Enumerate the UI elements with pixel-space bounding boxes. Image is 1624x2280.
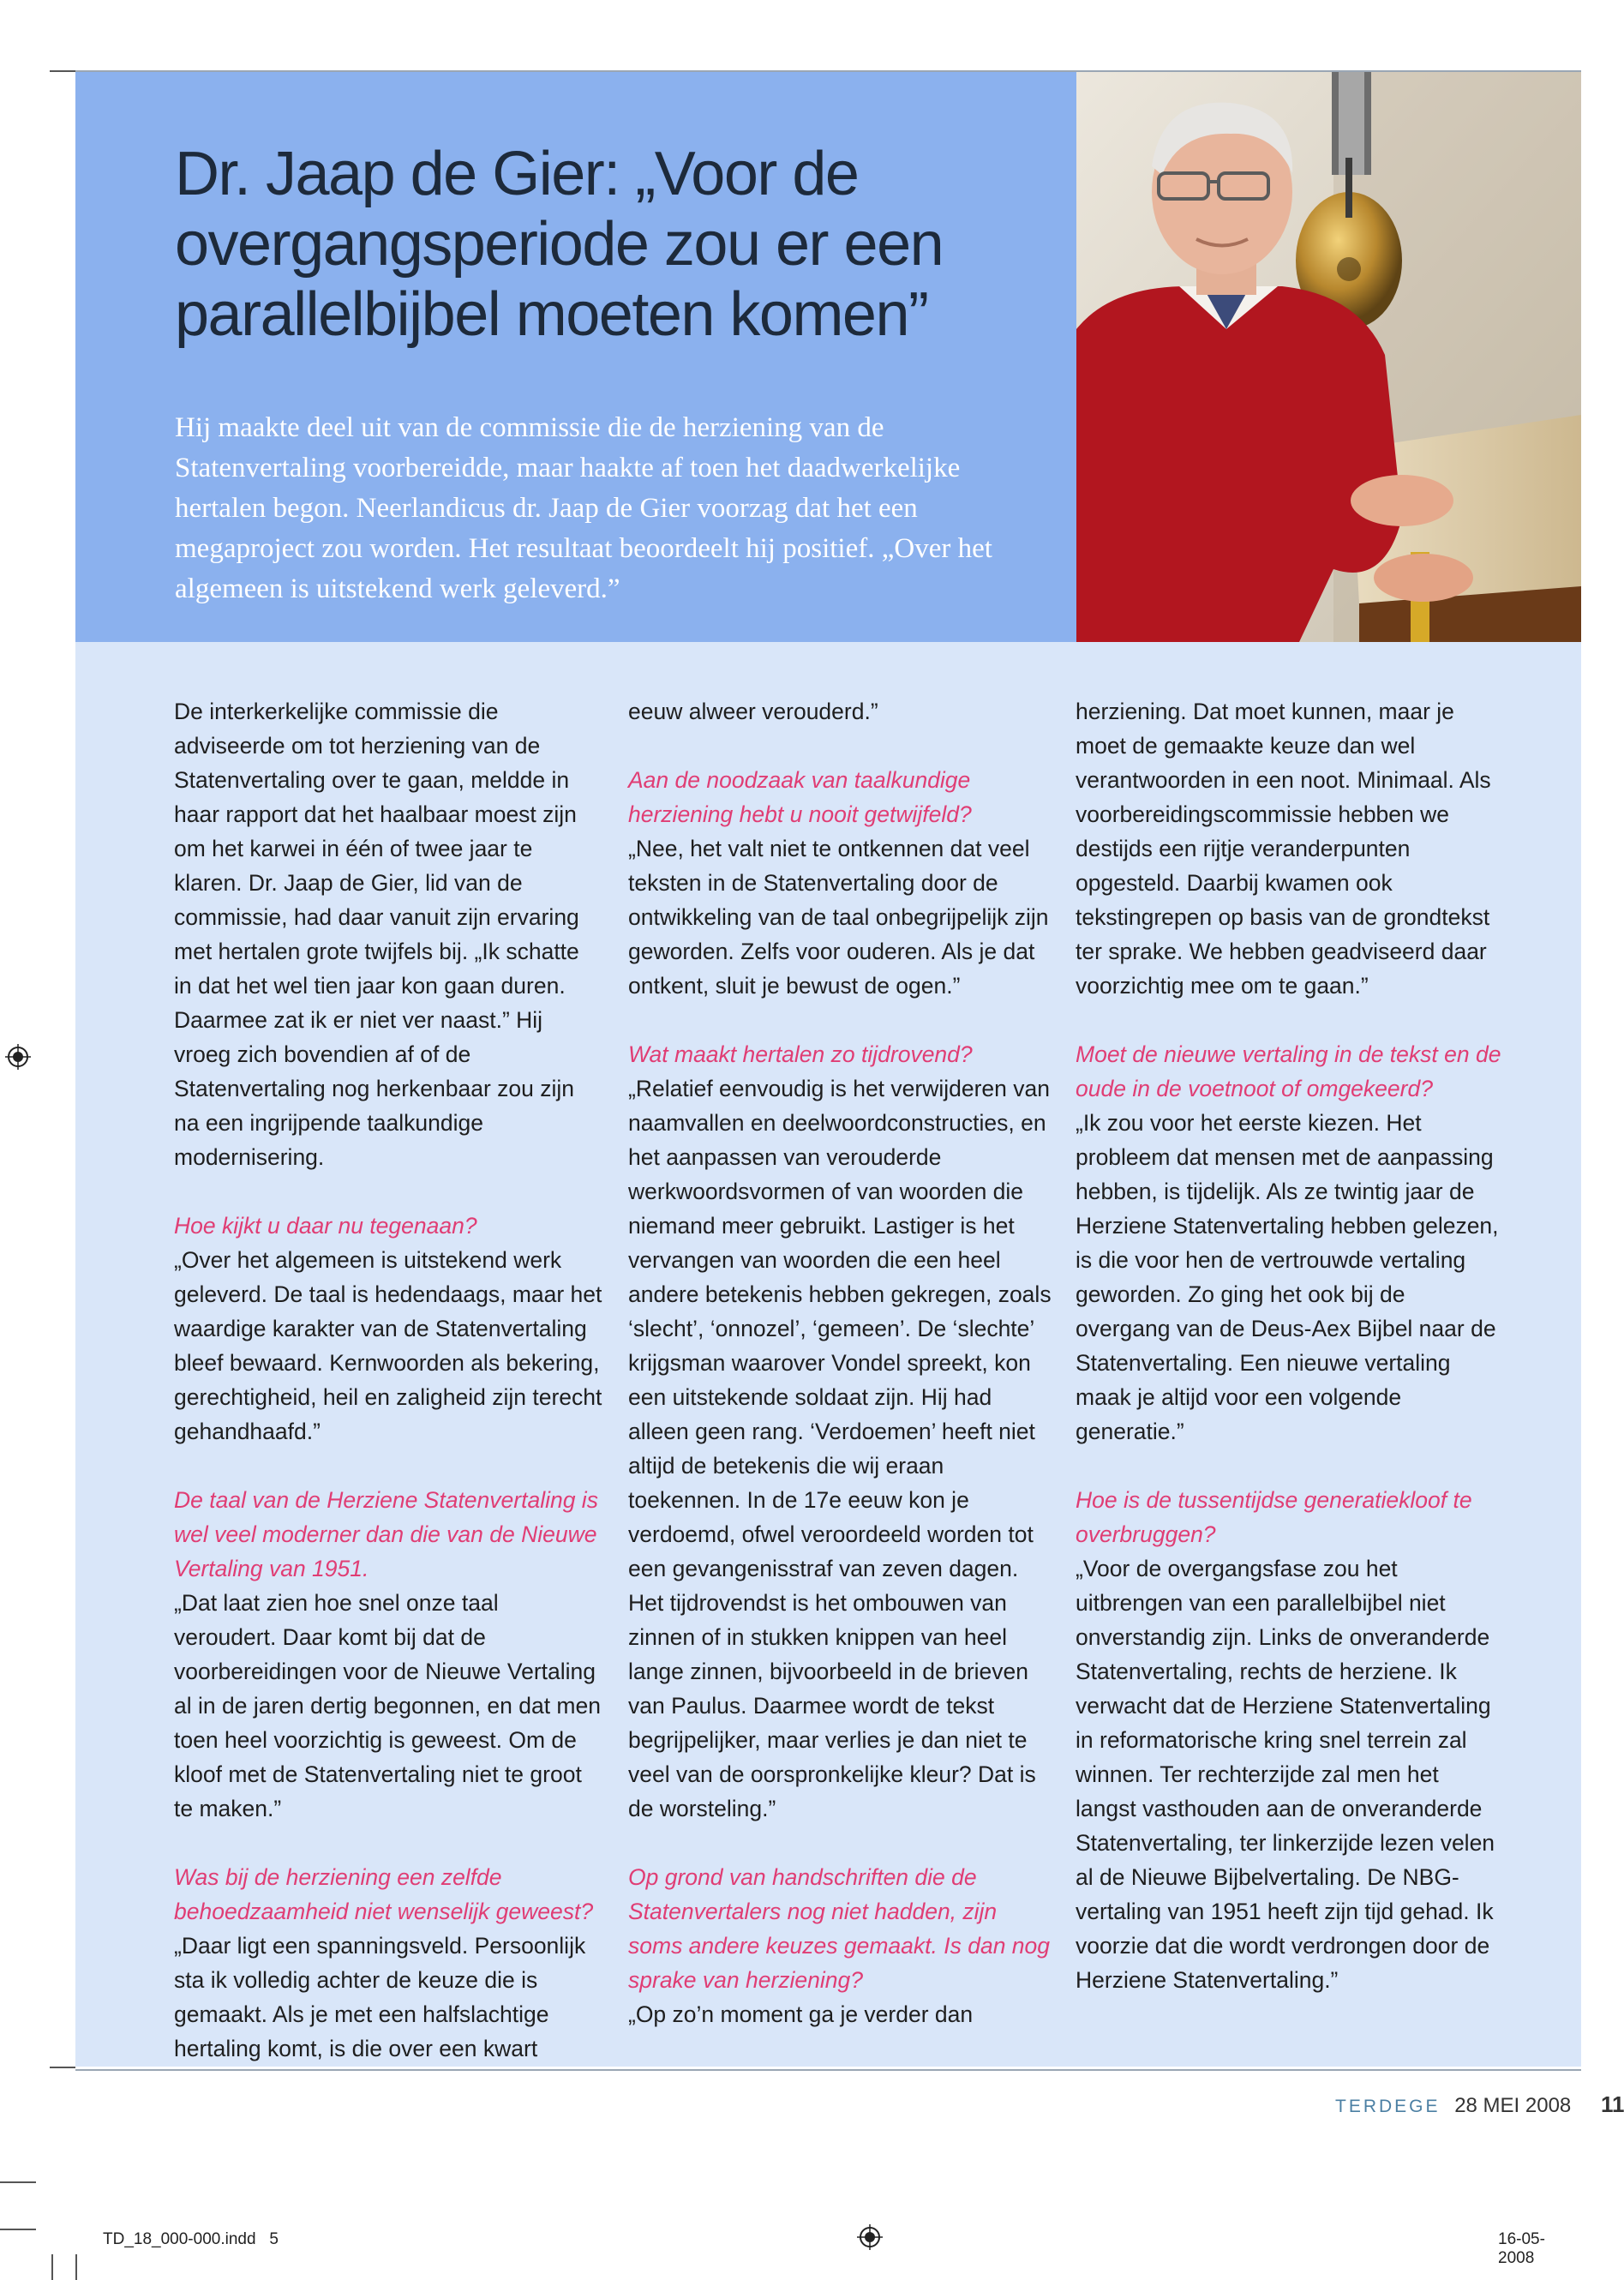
interview-question: Was bij de herziening een zelfde behoedzaamheid niet wenselijk geweest? [174,1864,594,1924]
body-paragraph: „Ik zou voor het eerste kiezen. Het probleem dat mensen met de aanpassing hebben, is tijdelijk. Als ze twintig jaar de Herziene Statenvertaling hebben gelezen, is die voor hen de vertrouwde vertaling geworden. Zo ging het ook bij de overgang van de Deus-Aex Bijbel naar de Statenvertaling. Een nieuwe vertaling maak je altijd voor een volgende generatie.” [1076,1110,1499,1444]
interview-question: Op grond van handschriften die de Statenvertalers nog niet hadden, zijn soms andere keuzes gemaakt. Is dan nog sprake van herziening? [628,1864,1051,1993]
body-paragraph: „Relatief eenvoudig is het verwijderen van naamvallen en deelwoordconstructies, en het aanpassen van verouderde werkwoordsvormen of van woorden die niemand meer gebruikt. Lastiger is het vervangen van woorden die een heel andere betekenis hebben gekregen, zoals ‘slecht’, ‘onnozel’, ‘gemeen’. De ‘slechte’ krijgsman waarover Vondel spreekt, kon een uitstekende soldaat zijn. Hij had alleen geen rang. ‘Verdoemen’ heeft niet altijd de betekenis die wij eraan toekennen. In de 17e eeuw kon je verdoemd, ofwel veroordeeld worden tot een gevangenisstraf van zeven dagen. Het tijdrovendst is het ombouwen van zinnen of in stukken knippen van heel lange zinnen, bijvoorbeeld in de brieven van Paulus. Daarmee wordt de tekst begrijpelijker, maar verlies je dan niet te veel van de oorspronkelijke kleur? Dat is de worsteling.” [628,1076,1052,1821]
body-paragraph: „Daar ligt een spanningsveld. Persoonlijk sta ik volledig achter de keuze die is gemaakt. Als je met een halfslachtige hertaling komt, is die over een kwart [174,1933,586,2061]
text-column [174,694,602,2066]
page-number: 11 [1600,2091,1624,2117]
issue-date: 28 MEI 2008 [1454,2094,1572,2117]
article-header [75,72,1076,642]
crop-mark [0,2181,36,2183]
interview-question: Hoe kijkt u daar nu tegenaan? [174,1213,477,1239]
text-column [628,694,1057,2031]
registration-mark-icon [857,2224,883,2250]
crop-mark [0,2229,36,2230]
crop-mark [50,70,75,72]
registration-mark-icon [5,1044,31,1070]
interview-question: Moet de nieuwe vertaling in de tekst en de oude in de voetnoot of omgekeerd? [1076,1041,1501,1101]
body-paragraph: „Dat laat zien hoe snel onze taal veroudert. Daar komt bij dat de voorbereidingen voor de Nieuwe Vertaling al in de jaren dertig begonnen, en dat men toen heel voorzichtig is geweest. Om de kloof met de Statenvertaling niet te groot te maken.” [174,1590,601,1821]
body-paragraph: eeuw alweer verouderd.” [628,699,878,724]
body-paragraph: herziening. Dat moet kunnen, maar je moet de gemaakte keuze dan wel verantwoorden in een noot. Minimaal. Als voorbereidingscommissie hebben we destijds een rijtje veranderpunten opgesteld. Daarbij kwamen ook tekstingrepen op basis van de grondtekst ter sprake. We hebben geadviseerd daar voorzichtig mee om te gaan.” [1076,699,1491,999]
text-column [1076,694,1504,1997]
body-paragraph: De interkerkelijke commissie die adviseerde om tot herziening van de Statenvertaling over te gaan, meldde in haar rapport dat het haalbaar moest zijn om het karwei in één of twee jaar te klaren. Dr. Jaap de Gier, lid van de commissie, had daar vanuit zijn ervaring met hertalen grote twijfels bij. „Ik schatte in dat het wel tien jaar kon gaan duren. Daarmee zat ik er niet ver naast.” Hij vroeg zich bovendien af of de Statenvertaling nog herkenbaar zou zijn na een ingrijpende taalkundige modernisering. [174,699,579,1170]
interview-question: Aan de noodzaak van taalkundige herziening hebt u nooit getwijfeld? [628,767,972,827]
body-paragraph: „Nee, het valt niet te ontkennen dat veel teksten in de Statenvertaling door de ontwikkeling van de taal onbegrijpelijk zijn geworden. Zelfs voor ouderen. Als je dat ontkent, sluit je bewust de ogen.” [628,836,1049,999]
portrait-photo [1076,72,1581,642]
slug-date: 16-05-2008 [1498,2230,1545,2267]
interview-question: De taal van de Herziene Statenvertaling is wel veel moderner dan die van de Nieuwe Vertaling van 1951. [174,1487,598,1581]
crop-mark [50,2067,75,2068]
magazine-name: TERDEGE [1335,2097,1441,2116]
body-paragraph: „Op zo’n moment ga je verder dan [628,2001,974,2027]
crop-mark [51,2254,53,2280]
body-paragraph: „Over het algemeen is uitstekend werk geleverd. De taal is hedendaags, maar het waardige karakter van de Statenvertaling bleef bewaard. Kernwoorden als bekering, gerechtigheid, heil en zaligheid zijn terecht gehandhaafd.” [174,1247,602,1444]
intro-text: Hij maakte deel uit van de commissie die de herziening van de Statenvertaling voorbereidde, maar haakte af toen het daadwerkelijke hertalen begon. Neerlandicus dr. Jaap de Gier voorzag dat het een megaproject zou worden. Het resultaat beoordeelt hij positief. „Over het algemeen is uitstekend werk geleverd.” [175,412,992,604]
interview-question: Wat maakt hertalen zo tijdrovend? [628,1041,973,1067]
interview-question: Hoe is de tussentijdse generatiekloof te overbruggen? [1076,1487,1472,1547]
body-paragraph: „Voor de overgangsfase zou het uitbrengen van een parallelbijbel niet onverstandig zijn. Links de onveranderde Statenvertaling, rechts de herziene. Ik verwacht dat de Herziene Statenvertaling in reformatorische kring snel terrein zal winnen. Ter rechterzijde zal men het langst vasthouden aan de onveranderde Statenvertaling, ter linkerzijde lezen velen al de Nieuwe Bijbelvertaling. De NBG-vertaling van 1951 heeft zijn tijd gehad. Ik voorzie dat die wordt verdrongen door de Herziene Statenvertaling.” [1076,1556,1495,1993]
page-folio [1335,2091,1624,2118]
crop-mark [75,2254,77,2280]
headline: Dr. Jaap de Gier: „Voor de overgangsperiode zou er een parallelbijbel moeten komen” [175,140,944,349]
slug-filename: TD_18_000-000.indd 5 [103,2230,279,2248]
